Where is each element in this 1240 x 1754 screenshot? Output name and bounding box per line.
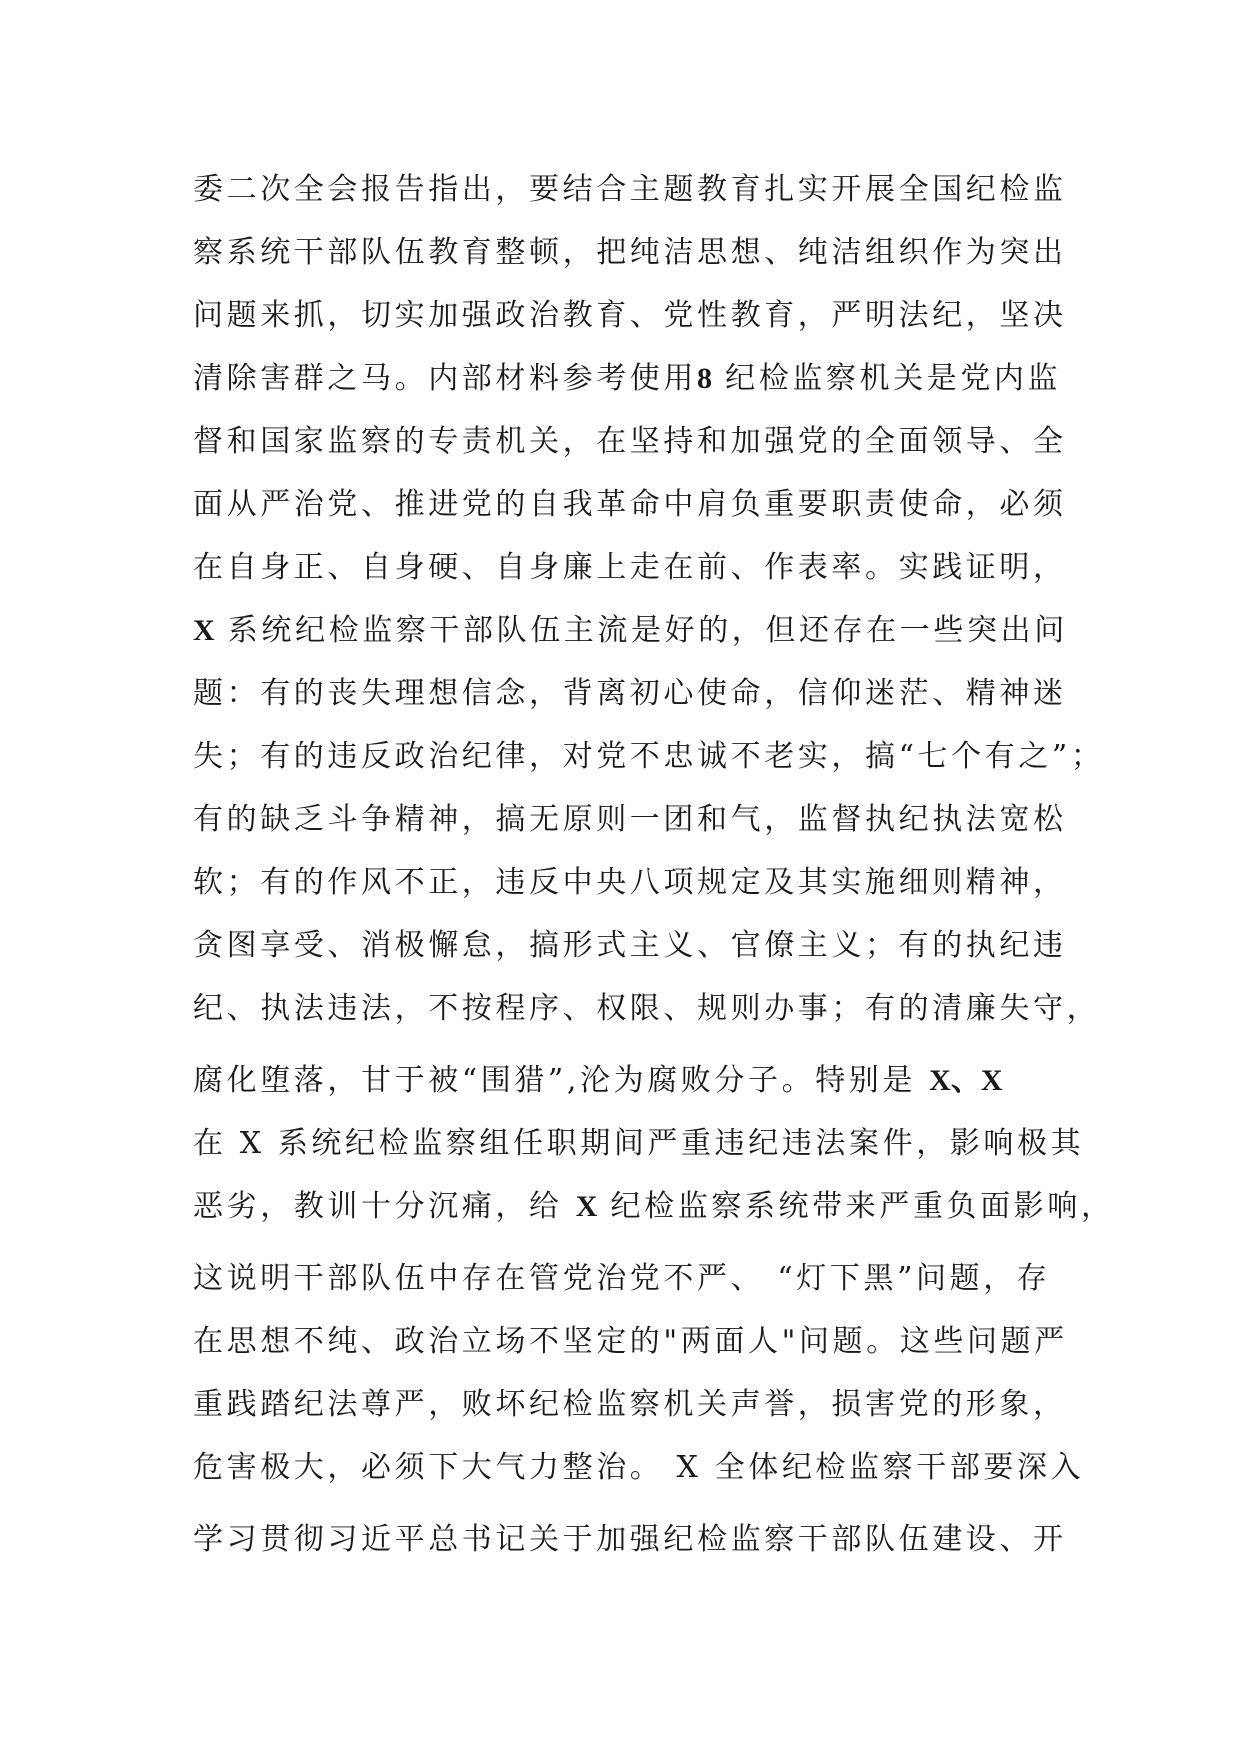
bold-placeholder: X bbox=[575, 1190, 598, 1223]
line-text: 题：有的丧失理想信念，背离初心使命，信仰迷茫、精神迷 bbox=[193, 676, 1067, 711]
text-line bbox=[193, 851, 1073, 914]
text-line bbox=[193, 1049, 1073, 1112]
text-line bbox=[193, 1436, 1085, 1499]
line-text: 清除害群之马。内部材料参考使用 bbox=[193, 361, 697, 396]
text-line bbox=[193, 221, 1073, 284]
text-line bbox=[193, 1112, 1085, 1175]
text-line bbox=[193, 1247, 1073, 1310]
line-text: 在思想不纯、政治立场不坚定的"两面人"问题。这些问题严 bbox=[193, 1324, 1068, 1359]
line-text: 失；有的违反政治纪律，对党不忠诚不老实，搞“七个有之”； bbox=[193, 739, 1105, 774]
line-text: 贪图享受、消极懈怠，搞形式主义、官僚主义；有的执纪违 bbox=[193, 928, 1067, 963]
line-text: 有的缺乏斗争精神，搞无原则一团和气，监督执纪执法宽松 bbox=[193, 802, 1067, 837]
line-text: 这说明干部队伍中存在管党治党不严、 “灯下黑”问题，存 bbox=[193, 1261, 1051, 1296]
body-paragraph bbox=[193, 158, 1115, 1571]
line-text: 在 X 系统纪检监察组任职期间严重违纪违法案件，影响极其 bbox=[193, 1126, 1085, 1161]
text-line bbox=[193, 662, 1073, 725]
text-line bbox=[193, 1175, 1115, 1238]
line-text: 委二次全会报告指出，要结合主题教育扎实开展全国纪检监 bbox=[193, 172, 1067, 207]
line-text: 问题来抓，切实加强政治教育、党性教育，严明法纪，坚决 bbox=[193, 298, 1067, 333]
line-text: 察系统干部队伍教育整顿，把纯洁思想、纯洁组织作为突出 bbox=[193, 235, 1067, 270]
line-text-continued: 纪检监察系统带来严重负面影响， bbox=[597, 1189, 1115, 1224]
line-text-continued: 系统纪检监察干部队伍主流是好的，但还存在一些突出问 bbox=[214, 613, 1068, 648]
line-text: 学习贯彻习近平总书记关于加强纪检监察干部队伍建设、开 bbox=[193, 1522, 1067, 1557]
bold-placeholder: X、X bbox=[929, 1064, 1003, 1097]
line-text: 软；有的作风不正，违反中央八项规定及其实施细则精神， bbox=[193, 865, 1067, 900]
text-line bbox=[193, 347, 1073, 410]
line-text: 恶劣，教训十分沉痛，给 bbox=[193, 1189, 576, 1224]
line-text: 面从严治党、推进党的自我革命中肩负重要职责使命，必须 bbox=[193, 487, 1067, 522]
line-text: 重践踏纪法尊严，败坏纪检监察机关声誉，损害党的形象， bbox=[193, 1387, 1067, 1422]
text-line bbox=[193, 284, 1073, 347]
line-text: 腐化堕落，甘于被“围猎”,沦为腐败分子。特别是 bbox=[193, 1063, 930, 1098]
text-line bbox=[193, 977, 1101, 1040]
text-line bbox=[193, 599, 1073, 662]
text-line bbox=[193, 1310, 1073, 1373]
bold-placeholder: X bbox=[193, 614, 215, 647]
line-text: 纪、执法违法，不按程序、权限、规则办事；有的清廉失守， bbox=[193, 991, 1101, 1026]
text-line bbox=[193, 1373, 1073, 1436]
line-text: 督和国家监察的专责机关，在坚持和加强党的全面领导、全 bbox=[193, 424, 1067, 459]
line-text: 在自身正、自身硬、自身廉上走在前、作表率。实践证明， bbox=[193, 550, 1067, 585]
text-line bbox=[193, 788, 1073, 851]
line-text: 危害极大，必须下大气力整治。 X 全体纪检监察干部要深入 bbox=[193, 1450, 1085, 1485]
bold-number: 8 bbox=[697, 362, 712, 395]
text-line bbox=[193, 1508, 1073, 1571]
text-line bbox=[193, 536, 1073, 599]
text-line bbox=[193, 725, 1105, 788]
text-line bbox=[193, 914, 1073, 977]
text-line bbox=[193, 158, 1073, 221]
line-text-continued: 纪检监察机关是党内监 bbox=[712, 361, 1062, 396]
text-line bbox=[193, 473, 1073, 536]
text-line bbox=[193, 410, 1073, 473]
